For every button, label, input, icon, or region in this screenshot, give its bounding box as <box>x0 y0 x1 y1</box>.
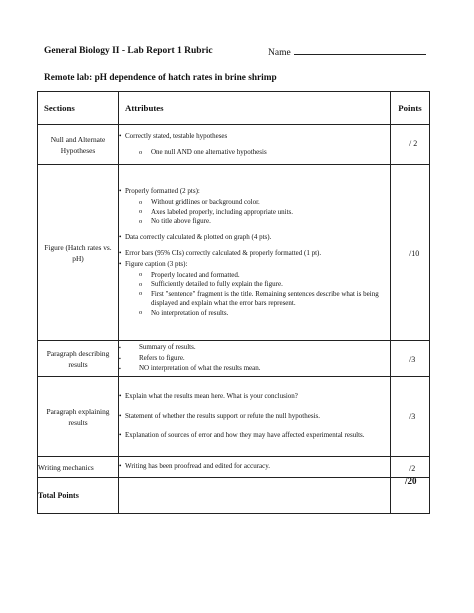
paragraph-describing-section: Paragraph describing results <box>38 341 119 377</box>
figure-caption-sub4: o No interpretation of results. <box>119 309 390 319</box>
document-title: General Biology II - Lab Report 1 Rubric <box>44 46 213 56</box>
figure-caption-sub3: o First "sentence" fragment is the title. Remaining sentences describe what is being displayed and explain what the error bars represent. <box>119 290 390 309</box>
paragraph-explaining-section: Paragraph explaining results <box>38 377 119 457</box>
writing-attributes <box>119 457 391 478</box>
figure-caption-sub2: o Sufficiently detailed to fully explain the figure. <box>119 280 390 290</box>
figure-format-bullet: • Properly formatted (2 pts): <box>119 187 390 197</box>
describing-bullet-1: ▪ Summary of results. <box>119 343 390 353</box>
writing-bullet: • Writing has been proofread and edited for accuracy. <box>119 462 390 472</box>
total-points-value: /20 <box>405 476 417 486</box>
rubric-table <box>37 91 430 514</box>
explaining-bullet-3: • Explanation of sources of error and how they may have affected experimental results. <box>119 431 390 441</box>
figure-attributes <box>119 165 391 341</box>
hypotheses-section: Null and Alternate Hypotheses <box>38 125 119 165</box>
writing-section: Writing mechanics <box>38 457 119 478</box>
lab-subtitle: Remote lab: pH dependence of hatch rates in brine shrimp <box>44 73 277 83</box>
name-label: Name <box>268 48 291 58</box>
paragraph-describing-attributes <box>119 341 391 377</box>
writing-points-value: /2 <box>409 464 416 473</box>
paragraph-explaining-points <box>391 377 430 457</box>
hypotheses-points-value: / 2 <box>409 139 418 148</box>
figure-data-bullet: • Data correctly calculated & plotted on graph (4 pts). <box>119 233 390 243</box>
total-label: Total Points <box>38 478 119 514</box>
points-header: Points <box>391 92 430 125</box>
writing-points <box>391 457 430 478</box>
figure-caption-sub1: o Properly located and formatted. <box>119 271 390 281</box>
hypotheses-row <box>38 125 430 165</box>
total-empty-cell <box>119 478 391 514</box>
attributes-header: Attributes <box>119 92 391 125</box>
figure-row <box>38 165 430 341</box>
figure-points <box>391 165 430 341</box>
hypotheses-attributes <box>119 125 391 165</box>
paragraph-describing-points <box>391 341 430 377</box>
sections-header: Sections <box>38 92 119 125</box>
figure-format-sub1: o Without gridlines or background color. <box>119 198 390 208</box>
figure-section: Figure (Hatch rates vs. pH) <box>38 165 119 341</box>
explaining-bullet-2: • Statement of whether the results support or refute the null hypothesis. <box>119 412 390 422</box>
figure-format-sub2: o Axes labeled properly, including appropriate units. <box>119 208 390 218</box>
paragraph-explaining-attributes <box>119 377 391 457</box>
paragraph-describing-row <box>38 341 430 377</box>
hypotheses-points <box>391 125 430 165</box>
hypotheses-bullet: • Correctly stated, testable hypotheses <box>119 132 390 142</box>
name-blank-line <box>294 46 426 55</box>
figure-caption-bullet: • Figure caption (3 pts): <box>119 260 390 270</box>
paragraph-explaining-points-value: /3 <box>409 412 416 421</box>
paragraph-explaining-row <box>38 377 430 457</box>
figure-points-value: /10 <box>409 249 420 258</box>
figure-errorbars-bullet: • Error bars (95% CIs) correctly calculated & properly formatted (1 pt). <box>119 249 390 259</box>
writing-row <box>38 457 430 478</box>
describing-bullet-3: ▪ NO interpretation of what the results mean. <box>119 364 390 374</box>
name-field <box>268 46 426 58</box>
total-points <box>391 478 430 514</box>
total-row <box>38 478 430 514</box>
explaining-bullet-1: • Explain what the results mean here. What is your conclusion? <box>119 392 390 402</box>
describing-bullet-2: ▪ Refers to figure. <box>119 354 390 364</box>
header-row <box>38 92 430 125</box>
paragraph-describing-points-value: /3 <box>409 355 416 364</box>
hypotheses-subbullet: o One null AND one alternative hypothesis <box>119 148 390 158</box>
figure-format-sub3: o No title above figure. <box>119 217 390 227</box>
